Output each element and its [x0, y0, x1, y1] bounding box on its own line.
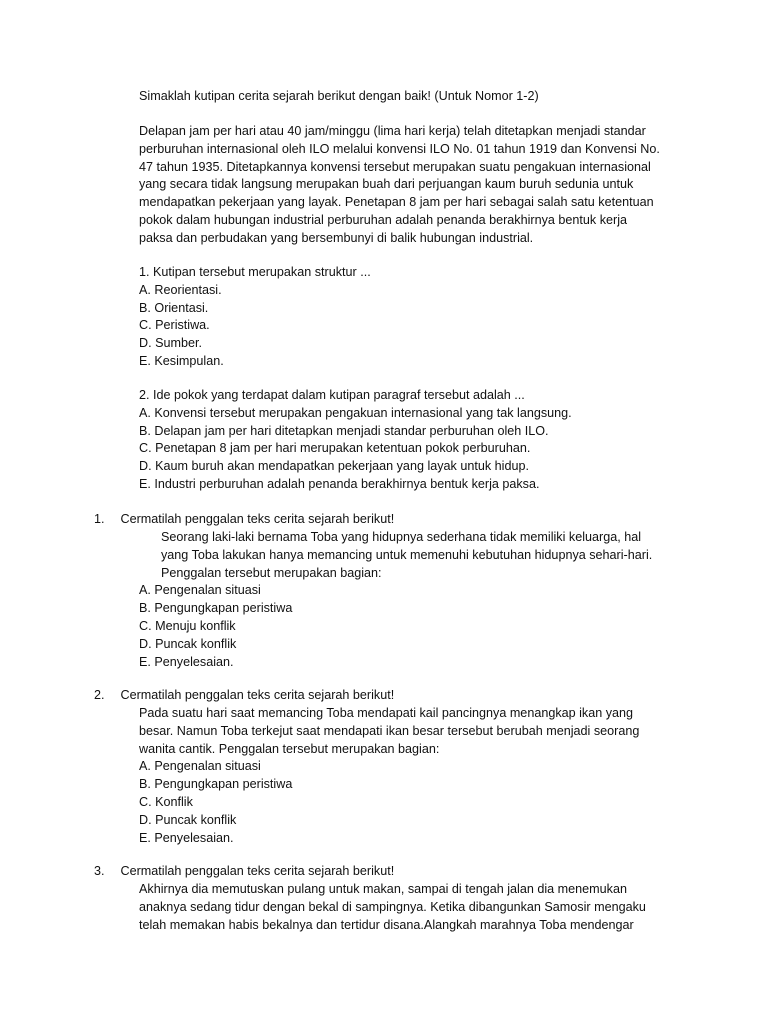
- passage-line: 47 tahun 1935. Ditetapkannya konvensi tersebut merupakan suatu pengakuan internasional: [139, 159, 651, 174]
- answer-option: A. Pengenalan situasi: [139, 583, 261, 598]
- passage-line: perburuhan internasional oleh ILO melalui konvensi ILO No. 01 tahun 1919 dan Konvensi No.: [139, 141, 660, 156]
- question-text: 1. Kutipan tersebut merupakan struktur ...: [139, 265, 371, 279]
- excerpt-line: Seorang laki-laki bernama Toba yang hidupnya sederhana tidak memiliki keluarga, hal: [161, 530, 642, 544]
- numbered-heading-3: [94, 863, 394, 881]
- numbered-item-3-body: [139, 881, 699, 934]
- excerpt-line: Penggalan tersebut merupakan bagian:: [161, 565, 382, 580]
- answer-option: E. Penyelesaian.: [139, 830, 234, 845]
- item-number: 3.: [94, 864, 105, 878]
- history-passage: [139, 123, 699, 248]
- excerpt-line: yang Toba lakukan hanya memancing untuk memenuhi kebutuhan hidupnya sehari-hari.: [161, 547, 653, 562]
- answer-option: B. Pengungkapan peristiwa: [139, 601, 293, 616]
- answer-option: C. Peristiwa.: [139, 318, 210, 333]
- answer-option: C. Konflik: [139, 794, 193, 809]
- passage-line: paksa dan perbudakan yang bersembunyi di balik hubungan industrial.: [139, 230, 534, 245]
- intro-text: Simaklah kutipan cerita sejarah berikut dengan baik! (Untuk Nomor 1-2): [139, 89, 539, 103]
- question-1: [139, 264, 699, 371]
- answer-option: E. Penyelesaian.: [139, 654, 234, 669]
- answer-option: A. Konvensi tersebut merupakan pengakuan internasional yang tak langsung.: [139, 405, 572, 420]
- question-text: 2. Ide pokok yang terdapat dalam kutipan paragraf tersebut adalah ...: [139, 388, 525, 402]
- numbered-heading-1: [94, 511, 394, 529]
- numbered-heading-2: [94, 687, 394, 705]
- item-number: 1.: [94, 512, 105, 526]
- answer-option: B. Delapan jam per hari ditetapkan menjadi standar perburuhan oleh ILO.: [139, 423, 549, 438]
- excerpt-line: anaknya sedang tidur dengan bekal di sampingnya. Ketika dibangunkan Samosir mengaku: [139, 899, 646, 914]
- excerpt-line: besar. Namun Toba terkejut saat mendapati ikan besar tersebut berubah menjadi seorang: [139, 723, 640, 738]
- answer-option: B. Pengungkapan peristiwa: [139, 777, 293, 792]
- excerpt-line: Pada suatu hari saat memancing Toba mendapati kail pancingnya menangkap ikan yang: [139, 706, 634, 720]
- answer-option: C. Penetapan 8 jam per hari merupakan ketentuan pokok perburuhan.: [139, 441, 531, 456]
- item-heading: Cermatilah penggalan teks cerita sejarah berikut!: [120, 512, 395, 526]
- passage-line: yang secara tidak langsung merupakan buah dari perjuangan kaum buruh sedunia untuk: [139, 177, 634, 192]
- passage-line: mendapatkan pekerjaan yang layak. Penetapan 8 jam per hari sebagai salah satu ketentuan: [139, 195, 654, 210]
- answer-option: B. Orientasi.: [139, 300, 209, 315]
- item-heading: Cermatilah penggalan teks cerita sejarah berikut!: [120, 864, 395, 878]
- answer-option: E. Industri perburuhan adalah penanda berakhirnya bentuk kerja paksa.: [139, 476, 540, 491]
- answer-option: D. Puncak konflik: [139, 636, 237, 651]
- question-2: [139, 387, 699, 494]
- item-number: 2.: [94, 688, 105, 702]
- answer-option: E. Kesimpulan.: [139, 353, 224, 368]
- answer-option: D. Kaum buruh akan mendapatkan pekerjaan yang layak untuk hidup.: [139, 459, 529, 474]
- answer-option: D. Sumber.: [139, 336, 202, 351]
- excerpt-line: telah memakan habis bekalnya dan tertidur disana.Alangkah marahnya Toba mendengar: [139, 917, 634, 932]
- item-heading: Cermatilah penggalan teks cerita sejarah berikut!: [120, 688, 395, 702]
- passage-line: Delapan jam per hari atau 40 jam/minggu (lima hari kerja) telah ditetapkan menjadi standar: [139, 124, 646, 138]
- answer-option: D. Puncak konflik: [139, 812, 237, 827]
- answer-option: A. Pengenalan situasi: [139, 759, 261, 774]
- passage-line: pokok dalam hubungan industrial perburuhan adalah penanda berakhirnya bentuk kerja: [139, 212, 628, 227]
- excerpt-line: wanita cantik. Penggalan tersebut merupakan bagian:: [139, 741, 440, 756]
- numbered-item-1-body: [139, 529, 699, 671]
- intro-instruction: [139, 88, 699, 106]
- answer-option: A. Reorientasi.: [139, 282, 222, 297]
- excerpt-line: Akhirnya dia memutuskan pulang untuk makan, sampai di tengah jalan dia menemukan: [139, 882, 627, 896]
- answer-option: C. Menuju konflik: [139, 618, 236, 633]
- numbered-item-2-body: [139, 705, 699, 847]
